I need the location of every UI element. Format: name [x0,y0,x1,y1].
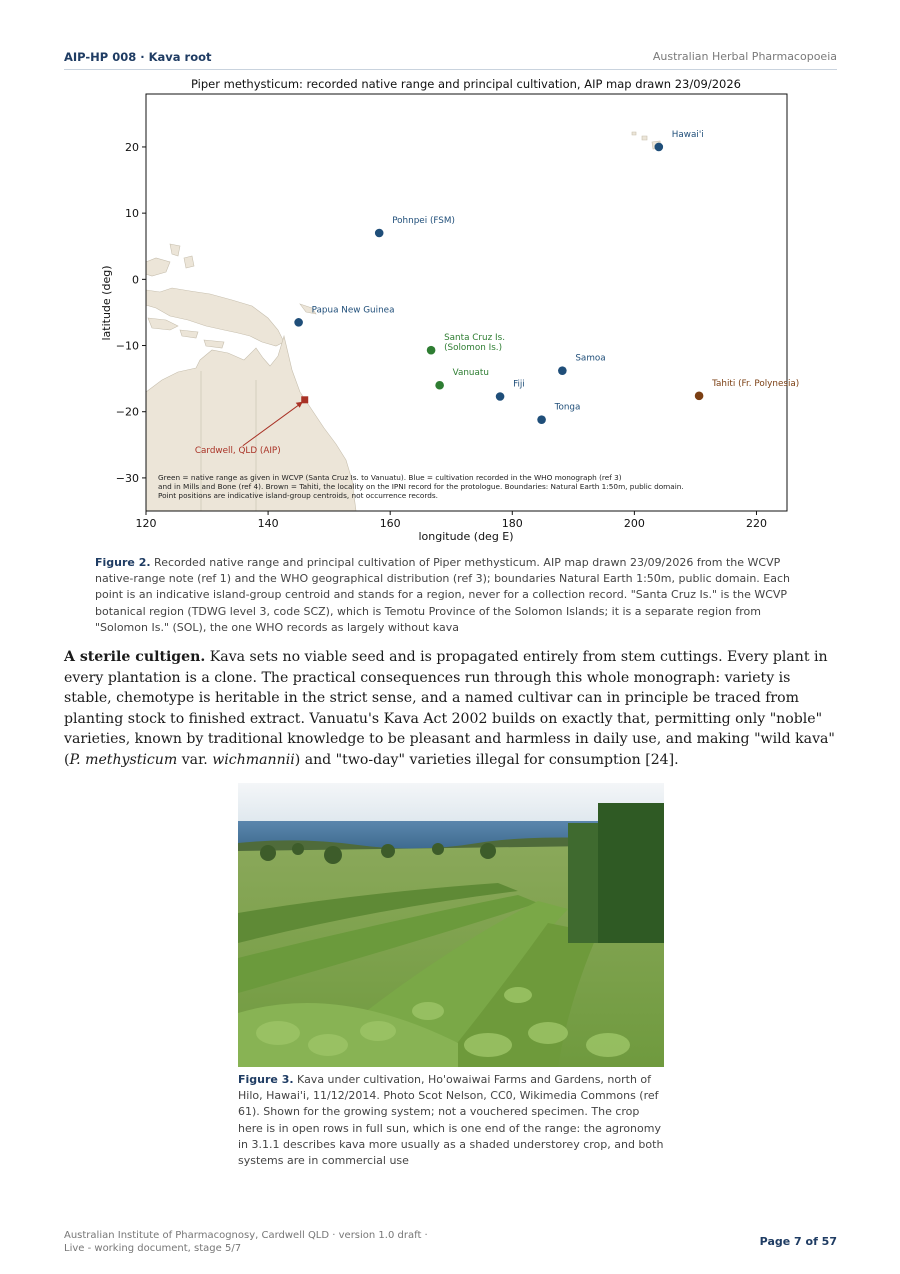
y-tick-label: 0 [132,273,139,287]
data-point-label: Papua New Guinea [311,305,395,316]
data-point-label: (Solomon Is.) [444,343,503,354]
x-tick-label: 120 [135,517,157,530]
data-point-label: Tonga [554,402,581,413]
x-tick-label: 200 [623,517,645,530]
running-header-publication: Australian Herbal Pharmacopoeia [652,50,837,63]
y-tick-label: −10 [115,339,139,353]
paragraph-text-1: Kava sets no viable seed and is propagated entirely from stem cuttings. Every plant in every plantation is a clone. The practical consequences run through this whole monograph: variety is stable, chemotype is heritable in the strict sense, and a named cultivar can in principle be traced from planting stock to finished extract. Vanuatu's Kava Act 2002 builds on exactly that, permitting only "noble" varieties, known by traditional knowledge to be pleasant and harmless in daily use, and making "wild kava" ( [64,649,835,768]
paragraph-text-3: ) and "two-day" varieties illegal for consumption [24]. [294,751,679,768]
figure-3-caption-text: Kava under cultivation, Ho'owaiwai Farms and Gardens, north of Hilo, Hawai'i, 11/12/2014. Photo Scot Nelson, CC0, Wikimedia Commons (ref 61). Shown for the growing system; not a vouchered specimen. The crop here is in open rows in full sun, which is one end of the range: the agronomy in 3.1.1 describes kava more usually as a shaded understorey crop, and both systems are in commercial use [238,1073,664,1168]
footer-institution: Australian Institute of Pharmacognosy, Cardwell QLD · version 1.0 draft · Live - working document, stage 5/7 [64,1230,428,1254]
chart-title: Piper methysticum: recorded native range and principal cultivation, AIP map drawn 23/09/2026 [191,77,741,91]
data-point [294,318,303,327]
data-point [375,229,384,238]
data-point [537,415,546,424]
page-number: Page 7 of 57 [759,1235,837,1248]
species-name: P. methysticum [69,751,178,768]
data-point-label: Samoa [575,353,606,364]
y-tick-label: 10 [125,207,139,221]
x-tick-label: 220 [745,517,767,530]
x-tick-label: 140 [257,517,279,530]
body-paragraph [64,647,837,771]
data-point-label: Pohnpei (FSM) [392,216,455,226]
new-guinea-landmass [146,288,284,346]
chart-note-line-2: and in Mills and Bone (ref 4). Brown = Tahiti, the locality on the IPNI record for the protologue. Boundaries: Natural Earth 1:50m, public domain. [158,482,684,491]
data-point [435,381,444,390]
figure-2-caption-text: Recorded native range and principal cultivation of Piper methysticum. AIP map drawn 23/09/2026 from the WCVP native-range note (ref 1) and the WHO geographical distribution (ref 3); boundaries Natural Earth 1:50m, public domain. Each point is an indicative island-group centroid and stands for a region, never for a collection record. "Santa Cruz Is." is the WCVP botanical region (TDWG level 3, code SCZ), which is Temotu Province of the Solomon Islands; it is a separate region from "Solomon Is." (SOL), the one WHO records as largely without kava [95,556,791,634]
annotation-label: Cardwell, QLD (AIP) [194,445,281,456]
data-point-label: Hawai'i [671,129,704,140]
y-tick-label: −20 [115,405,139,419]
data-point-label: Vanuatu [452,368,489,379]
x-tick-label: 160 [379,517,401,530]
kava-plantation-photo [238,783,664,1067]
figure-3-caption [238,1072,666,1169]
paragraph-text-2: var. [177,751,213,768]
data-point [655,143,664,152]
figure-3-caption-label: Figure 3. [238,1073,294,1086]
island [170,244,180,256]
data-point [496,392,505,401]
y-tick-label: −30 [115,471,139,485]
data-point-label: Fiji [513,379,525,390]
paragraph-lead: A sterile cultigen. [64,649,206,665]
figure-2-caption [95,555,810,636]
island [204,340,224,348]
data-point [427,346,436,355]
x-tick-label: 180 [501,517,523,530]
data-point [695,392,704,401]
island [184,256,194,268]
data-point-label: Tahiti (Fr. Polynesia) [712,378,800,389]
running-header-title: AIP-HP 008 · Kava root [64,50,212,64]
figure-2-caption-label: Figure 2. [95,556,151,569]
data-point-label: Santa Cruz Is. [444,333,506,344]
island [146,258,170,276]
data-points [294,130,799,424]
island [642,136,647,140]
island [632,132,636,135]
variety-name: wichmannii [212,751,295,768]
y-axis-label: latitude (deg) [100,265,113,341]
aip-marker [301,396,308,403]
distribution-map-figure [0,0,900,550]
data-point [558,366,567,375]
island [148,318,178,330]
y-tick-label: 20 [125,140,139,154]
chart-note-line-3: Point positions are indicative island-group centroids, not occurrence records. [158,491,438,500]
x-axis-label: longitude (deg E) [418,530,514,543]
chart-note-line-1: Green = native range as given in WCVP (Santa Cruz Is. to Vanuatu). Blue = cultivation recorded in the WHO monograph (ref 3) [158,473,622,482]
island [180,330,198,338]
